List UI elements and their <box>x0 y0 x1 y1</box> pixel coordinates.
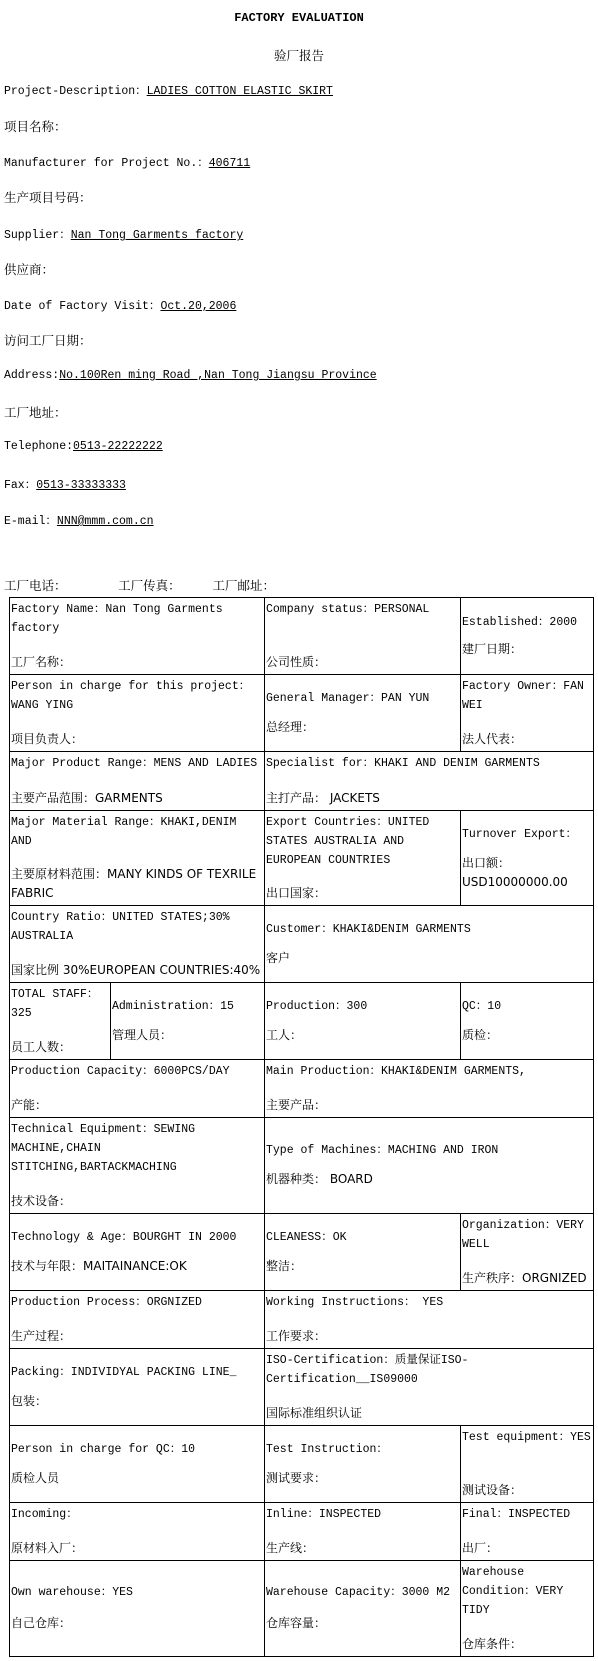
major-product-cell: Major Product Range：MENS AND LADIES 主要产品范围：GARMENTS <box>10 752 265 811</box>
customer-cell: Customer：KHAKI&DENIM GARMENTS 客户 <box>265 906 594 983</box>
manufacturer-label: Manufacturer for Project No.： <box>4 157 209 170</box>
address-line <box>4 369 377 382</box>
project-no-cn: 生产项目号码： <box>4 190 92 205</box>
fax-line <box>4 476 126 492</box>
warehouse-capacity-cell: Warehouse Capacity：3000 M2 仓库容量： <box>265 1560 461 1656</box>
inline-cell: Inline：INSPECTED 生产线： <box>265 1502 461 1560</box>
specialist-cell: Specialist for：KHAKI AND DENIM GARMENTS 主打产品： JACKETS <box>265 752 594 811</box>
table-row <box>10 1213 594 1290</box>
table-row <box>10 1348 594 1425</box>
working-instructions-cell: Working Instructions： YES 工作要求： <box>265 1290 594 1348</box>
administration-cell: Administration：15 管理人员： <box>111 983 265 1060</box>
address-value: No.100Ren ming Road ,Nan Tong Jiangsu Province <box>59 369 377 382</box>
email-line <box>4 512 154 528</box>
supplier-value: Nan Tong Garments factory <box>70 229 244 242</box>
supplier-line <box>4 226 243 242</box>
major-material-cell: Major Material Range：KHAKI,DENIM AND 主要原材料范围：MANY KINDS OF TEXRILE FABRIC <box>10 811 265 906</box>
project-description-line <box>4 82 333 98</box>
test-equipment-cell: Test equipment：YES 测试设备： <box>461 1425 594 1502</box>
telephone-line <box>4 440 163 453</box>
technology-age-cell: Technology & Age：BOURGHT IN 2000 技术与年限：MAITAINANCE:OK <box>10 1213 265 1290</box>
own-warehouse-cell: Own warehouse：YES 自己仓库： <box>10 1560 265 1656</box>
email-value: NNN@mmm.com.cn <box>56 515 154 528</box>
manufacturer-line <box>4 154 250 170</box>
supplier-cn: 供应商： <box>4 262 55 277</box>
visit-date-line <box>4 297 236 313</box>
qc-staff-cell: QC：10 质检： <box>461 983 594 1060</box>
factory-owner-cell: Factory Owner：FAN WEI 法人代表： <box>461 675 594 752</box>
technical-equipment-cell: Technical Equipment：SEWING MACHINE,CHAIN STITCHING,BARTACKMACHING 技术设备： <box>10 1118 265 1213</box>
telephone-value: 0513-22222222 <box>73 440 163 453</box>
fax-value: 0513-33333333 <box>36 479 126 492</box>
test-instruction-cell: Test Instruction： 测试要求： <box>265 1425 461 1502</box>
table-row <box>10 1502 594 1560</box>
project-description-value: LADIES COTTON ELASTIC SKIRT <box>146 85 333 98</box>
table-row <box>10 906 594 983</box>
company-status-cell: Company status：PERSONAL 公司性质： <box>265 598 461 675</box>
table-row <box>10 811 594 906</box>
production-capacity-cell: Production Capacity：6000PCS/DAY 产能： <box>10 1060 265 1118</box>
factory-name-cell: Factory Name：Nan Tong Garments factory 工厂名称： <box>10 598 265 675</box>
table-row <box>10 1060 594 1118</box>
table-row <box>10 598 594 675</box>
main-production-cell: Main Production：KHAKI&DENIM GARMENTS, 主要产品： <box>265 1060 594 1118</box>
address-cn: 工厂地址： <box>4 405 67 420</box>
table-row <box>10 1118 594 1213</box>
cleanness-cell: CLEANESS：OK 整洁： <box>265 1213 461 1290</box>
address-label: Address: <box>4 369 60 382</box>
document-title: FACTORY EVALUATION <box>234 11 364 25</box>
manufacturer-value: 406711 <box>208 157 251 170</box>
final-cell: Final：INSPECTED 出厂： <box>461 1502 594 1560</box>
project-description-label: Project-Description： <box>4 85 147 98</box>
production-process-cell: Production Process：ORGNIZED 生产过程： <box>10 1290 265 1348</box>
machine-types-cell: Type of Machines：MACHING AND IRON 机器种类： BOARD <box>265 1118 594 1213</box>
iso-certification-cell: ISO-Certification：质量保证ISO-Certification__IS09000 国际标准组织认证 <box>265 1348 594 1425</box>
table-row <box>10 1290 594 1348</box>
table-row <box>10 1425 594 1502</box>
evaluation-table <box>9 597 594 1657</box>
supplier-label: Supplier： <box>4 229 71 242</box>
telephone-label: Telephone: <box>4 440 74 453</box>
email-label: E-mail： <box>4 515 57 528</box>
contact-cn: 工厂电话： 工厂传真： 工厂邮址： <box>4 578 275 593</box>
person-in-charge-cell: Person in charge for this project：WANG YING 项目负责人： <box>10 675 265 752</box>
packing-cell: Packing：INDIVIDYAL PACKING LINE_ 包装： <box>10 1348 265 1425</box>
warehouse-condition-cell: Warehouse Condition：VERY TIDY 仓库条件： <box>461 1560 594 1656</box>
organization-cell: Organization：VERY WELL 生产秩序：ORGNIZED <box>461 1213 594 1290</box>
project-name-cn: 项目名称： <box>4 119 67 134</box>
general-manager-cell: General Manager：PAN YUN 总经理： <box>265 675 461 752</box>
visit-date-label: Date of Factory Visit： <box>4 300 161 313</box>
document-subtitle: 验厂报告 <box>273 48 324 63</box>
country-ratio-cell: Country Ratio：UNITED STATES;30% AUSTRALIA 国家比例 30%EUROPEAN COUNTRIES:40% <box>10 906 265 983</box>
fax-label: Fax： <box>4 479 37 492</box>
export-countries-cell: Export Countries：UNITED STATES AUSTRALIA AND EUROPEAN COUNTRIES 出口国家： <box>265 811 461 906</box>
qc-person-cell: Person in charge for QC：10 质检人员 <box>10 1425 265 1502</box>
turnover-export-cell: Turnover Export： 出口额：USD10000000.00 <box>461 811 594 906</box>
table-row <box>10 983 594 1060</box>
visit-date-cn: 访问工厂日期： <box>4 333 92 348</box>
production-staff-cell: Production：300 工人： <box>265 983 461 1060</box>
established-cell: Established：2000 建厂日期： <box>461 598 594 675</box>
visit-date-value: Oct.20,2006 <box>160 300 237 313</box>
table-row <box>10 1560 594 1656</box>
table-row <box>10 752 594 811</box>
incoming-cell: Incoming： 原材料入厂： <box>10 1502 265 1560</box>
table-row <box>10 675 594 752</box>
total-staff-cell: TOTAL STAFF：325 员工人数： <box>10 983 111 1060</box>
